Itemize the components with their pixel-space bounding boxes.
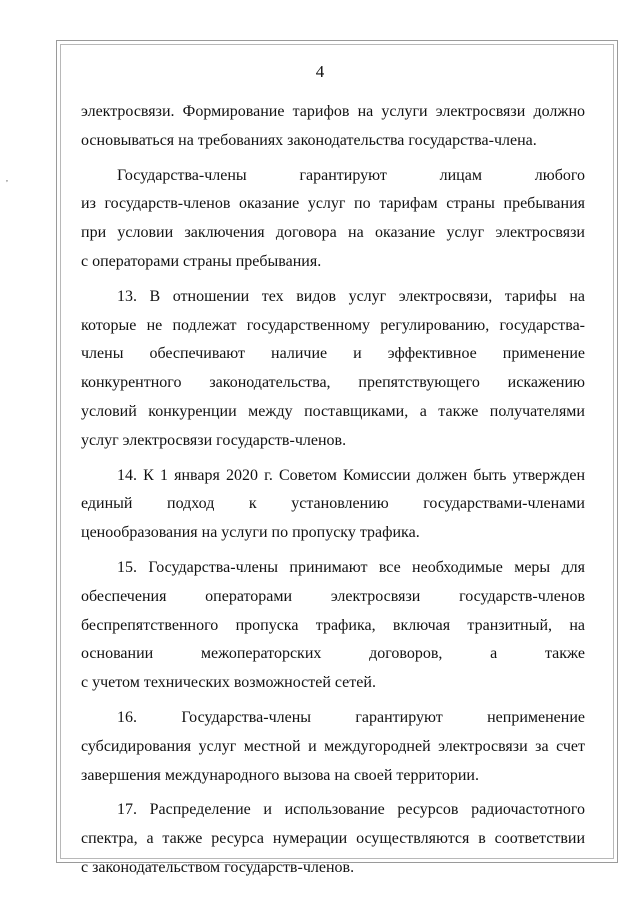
text-line: условий конкуренции между поставщиками, а также получателями xyxy=(81,402,585,420)
text-line: субсидирования услуг местной и междугородней электросвязи за счет xyxy=(81,737,585,755)
text-line: ценообразования на услуги по пропуску трафика. xyxy=(81,524,420,542)
text-line: 14. К 1 января 2020 г. Советом Комиссии должен быть утвержден xyxy=(117,466,585,484)
document-body xyxy=(81,98,585,883)
text-line: конкурентного законодательства, препятствующего искажению xyxy=(81,374,585,392)
text-line: 15. Государства-члены принимают все необходимые меры для xyxy=(117,558,585,576)
text-line: члены обеспечивают наличие и эффективное применение xyxy=(81,345,585,363)
text-line: единый подход к установлению государствами-членами xyxy=(81,495,585,513)
text-line: услуг электросвязи государств-членов. xyxy=(81,431,347,449)
text-line: завершения международного вызова на своей территории. xyxy=(81,766,479,784)
text-line: Государства-члены гарантируют лицам любого xyxy=(117,166,585,184)
text-line: 16. Государства-члены гарантируют неприменение xyxy=(117,708,585,726)
text-line: 13. В отношении тех видов услуг электросвязи, тарифы на xyxy=(117,287,585,305)
page-number: 4 xyxy=(315,62,325,81)
text-line: 17. Распределение и использование ресурсов радиочастотного xyxy=(117,801,585,819)
text-line: спектра, а также ресурса нумерации осуществляются в соответствии xyxy=(81,830,585,848)
scan-mark: , xyxy=(6,174,8,183)
text-line: обеспечения операторами электросвязи государств-членов xyxy=(81,587,585,605)
text-line: с учетом технических возможностей сетей. xyxy=(81,674,376,692)
paragraph xyxy=(81,162,585,277)
paragraph xyxy=(81,554,585,698)
text-line: беспрепятственного пропуска трафика, включая транзитный, на xyxy=(81,616,585,634)
text-line: которые не подлежат государственному регулированию, государства- xyxy=(81,316,585,334)
text-line: основании межоператорских договоров, а также xyxy=(81,645,585,663)
paragraph xyxy=(81,462,585,548)
text-line: при условии заключения договора на оказание услуг электросвязи xyxy=(81,224,585,242)
paragraph xyxy=(81,98,585,156)
text-line: электросвязи. Формирование тарифов на услуги электросвязи должно xyxy=(81,103,585,120)
text-line: с законодательством государств-членов. xyxy=(81,858,355,876)
paragraph xyxy=(81,704,585,790)
text-line: основываться на требованиях законодательства государства-члена. xyxy=(81,131,537,149)
text-line: из государств-членов оказание услуг по тарифам страны пребывания xyxy=(81,195,585,213)
text-line: с операторами страны пребывания. xyxy=(81,252,322,270)
paragraph xyxy=(81,283,585,456)
paragraph xyxy=(81,796,585,882)
